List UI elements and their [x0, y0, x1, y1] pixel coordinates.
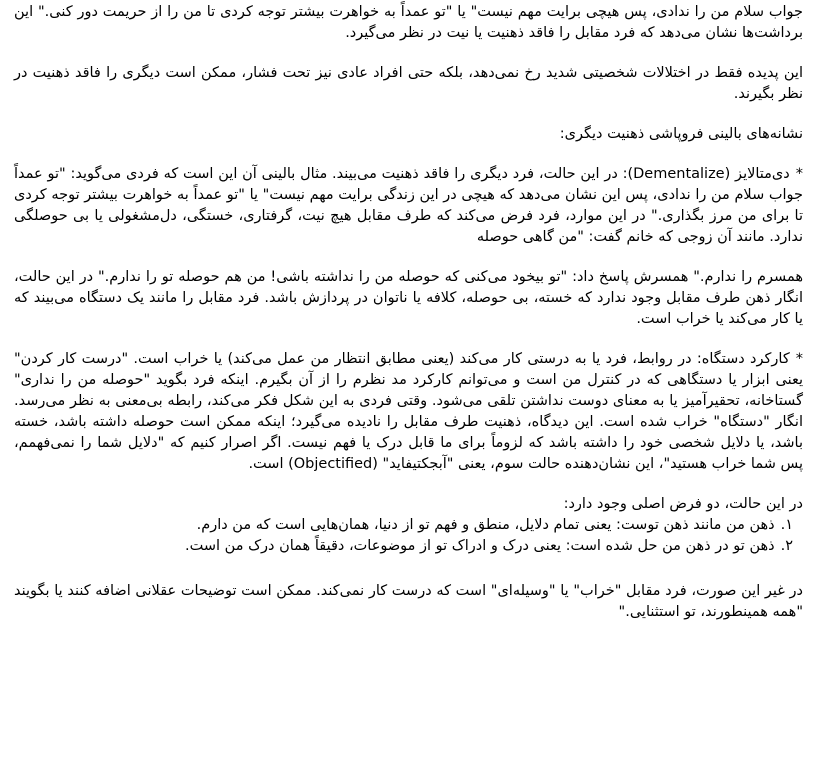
bullet-device-function	[14, 349, 803, 475]
paragraph-phenomenon: این پدیده فقط در اختلالات شخصیتی شدید رخ نمی‌دهد، بلکه حتی افراد عادی نیز تحت فشار، ممکن است دیگری را فاقد ذهنیت در نظر بگیرند.	[14, 65, 803, 102]
assumptions-intro: در این حالت، دو فرض اصلی وجود دارد:	[563, 496, 803, 512]
assumption-item-2	[14, 536, 803, 557]
bullet-dementalize-text: دی‌متالایز (Dementalize): در این حالت، فرد دیگری را فاقد ذهنیت می‌بیند. مثال بالینی آن این است که فردی می‌گوید: "تو عمداً جواب سلام من را ندادی، پس این نشان می‌دهد که هیچی در این زندگی برایت مهم نیست" یا "تو عمداً به خواهرت بیشتر توجه کردی تا برای من مرز بگذاری." در این موارد، فرد فرض می‌کند که طرف مقابل هیچ نیت، گرفتاری، خستگی، دل‌مشغولی یا بی حوصلگی ندارد. مانند آن زوجی که خانم گفت: "من گاهی حوصله	[14, 166, 803, 245]
paragraph-couple-example: همسرم را ندارم." همسرش پاسخ داد: "تو بیخود می‌کنی که حوصله من را نداشته باشی! من هم حوصله تو را ندارم." در این حالت، انگار ذهن طرف مقابل وجود ندارد که خسته، بی حوصله، کلافه یا ناتوان در پردازش باشد. فرد مقابل را مانند یک دستگاه می‌بیند که یا کار می‌کند یا خراب است.	[14, 269, 803, 327]
paragraph-intro-examples: جواب سلام من را ندادی، پس هیچی برایت مهم نیست" یا "تو عمداً به خواهرت بیشتر توجه کردی تا من را از حریمت دور کنی." این برداشت‌ها نشان می‌دهد که فرد مقابل را فاقد ذهنیت یا نیت در نظر می‌گیرد.	[14, 4, 803, 41]
assumptions-block	[14, 494, 803, 557]
assumption-number: ۱.	[780, 517, 793, 533]
assumption-item-1	[14, 515, 803, 536]
paragraph-conclusion: در غیر این صورت، فرد مقابل "خراب" یا "وسیله‌ای" است که درست کار نمی‌کند. ممکن است توضیحات عقلانی اضافه کنند یا بگویند "همه همینطورند، تو استثنایی."	[14, 583, 803, 620]
assumption-text: ذهن من مانند ذهن توست: یعنی تمام دلایل، منطق و فهم تو از دنیا، همان‌هایی است که من دارم.	[196, 517, 775, 533]
bullet-marker: *	[795, 351, 803, 367]
assumption-number: ۲.	[780, 538, 793, 554]
section-heading-clinical-signs: نشانه‌های بالینی فروپاشی ذهنیت دیگری:	[559, 126, 803, 142]
bullet-marker: *	[795, 166, 803, 182]
bullet-dementalize	[14, 164, 803, 248]
assumption-text: ذهن تو در ذهن من حل شده است: یعنی درک و ادراک تو از موضوعات، دقیقاً همان درک من است.	[185, 538, 775, 554]
bullet-device-function-text: کارکرد دستگاه: در روابط، فرد یا به درستی کار می‌کند (یعنی مطابق انتظار من عمل می‌کند) یا خراب است. "درست کار کردن" یعنی ابزار یا دستگاهی که در کنترل من است و می‌توانم کارکرد مد نظرم را از آن بگیرم. اینکه فرد بگوید "حوصله من را نداری" گستاخانه، تحقیرآمیز یا به معنای دوست نداشتن تلقی می‌شود. وقتی فردی به این شکل فکر می‌کند، رابطه بی‌معنی به نظر می‌رسد. انگار "دستگاه" خراب شده است. این دیدگاه، ذهنیت طرف مقابل را نادیده می‌گیرد؛ اینکه ممکن است حوصله داشته باشد، خسته باشد، یا دلایل شخصی خود را داشته باشد که لزوماً برای ما قابل درک یا فهم نیست. اگر اصرار کنیم که "دلایل شما را نمی‌فهمم، پس شما خراب هستید"، این نشان‌دهنده حالت سوم، یعنی "آبجکتیفاید" (Objectified) است.	[14, 351, 803, 472]
